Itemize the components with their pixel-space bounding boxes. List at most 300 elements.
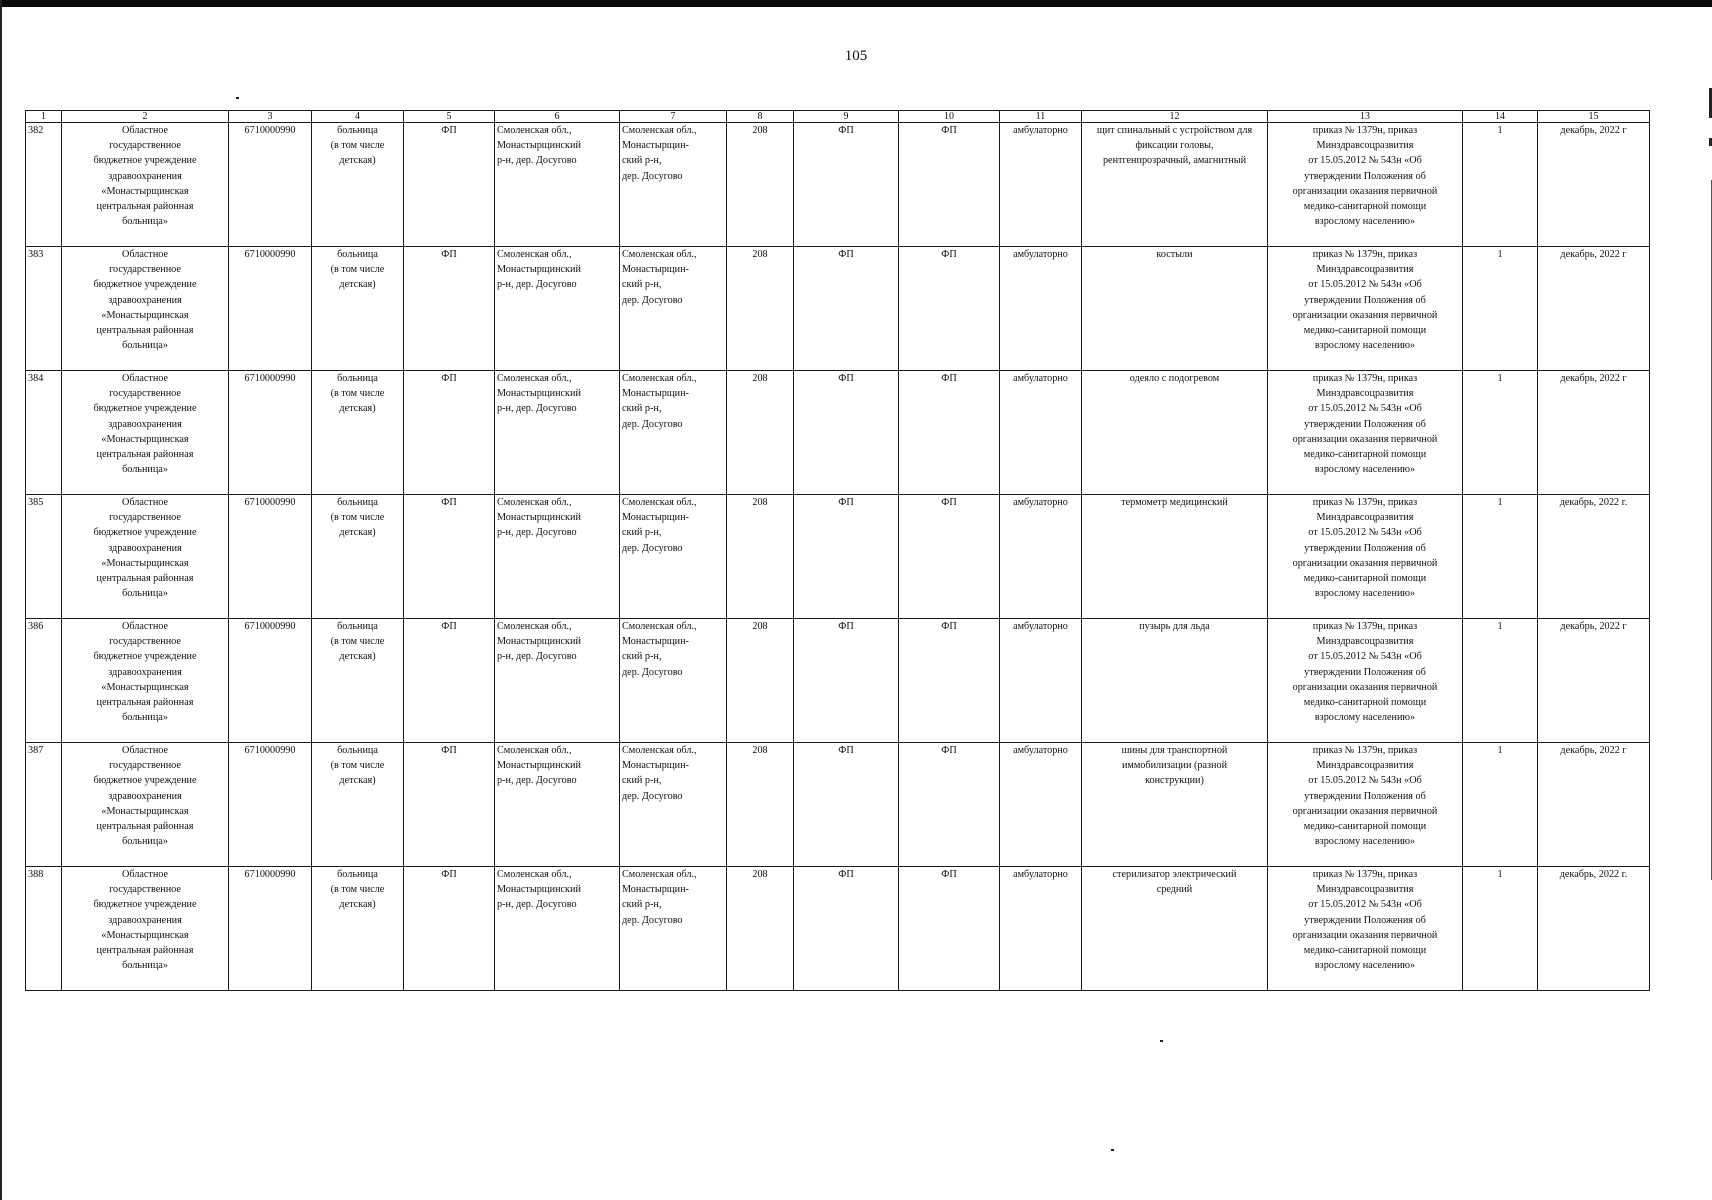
organization-line: здравоохранения xyxy=(108,294,182,306)
scan-left-edge xyxy=(0,0,2,1200)
facility-type-line: больница xyxy=(337,869,378,880)
legal-basis-line: медико-санитарной помощи xyxy=(1303,697,1427,709)
location-line: Смоленская обл., xyxy=(622,745,697,756)
table-row xyxy=(26,123,1650,247)
table-row xyxy=(26,495,1650,619)
organization-line: больница» xyxy=(122,216,168,228)
quantity-cell: 1 xyxy=(1463,743,1538,867)
column-9-cell: ФП xyxy=(794,495,899,619)
legal-basis-line: медико-санитарной помощи xyxy=(1303,821,1427,833)
legal-basis-line: организации оказания первичной xyxy=(1292,309,1438,321)
legal-basis-line: Минздравсоцразвития xyxy=(1316,884,1414,896)
address-cell xyxy=(495,247,620,371)
legal-basis-line: приказ № 1379н, приказ xyxy=(1312,621,1418,632)
location-line: Смоленская обл., xyxy=(622,249,697,260)
legal-basis-cell xyxy=(1268,867,1463,991)
organization-line: центральная районная xyxy=(96,325,194,337)
equipment-name-line: щит спинальный с устройством для xyxy=(1096,125,1253,136)
location-cell xyxy=(620,867,727,991)
location-cell xyxy=(620,495,727,619)
legal-basis-line: от 15.05.2012 № 543н «Об xyxy=(1308,155,1422,167)
legal-basis-line: медико-санитарной помощи xyxy=(1303,325,1427,337)
location-cell xyxy=(620,247,727,371)
location-cell xyxy=(620,123,727,247)
column-9-cell: ФП xyxy=(794,619,899,743)
location-line: Смоленская обл., xyxy=(622,621,697,632)
location-line: Монастырщин- xyxy=(622,264,689,276)
address-line: Монастырщинский xyxy=(497,884,581,896)
column-9-cell: ФП xyxy=(794,123,899,247)
legal-basis-line: медико-санитарной помощи xyxy=(1303,201,1427,213)
organization-line: центральная районная xyxy=(96,573,194,585)
organization-line: центральная районная xyxy=(96,201,194,213)
row-number-cell: 387 xyxy=(26,743,62,867)
row-number-cell: 384 xyxy=(26,371,62,495)
delivery-date-cell: декабрь, 2022 г xyxy=(1538,123,1650,247)
organization-line: «Монастырщинская xyxy=(101,681,189,693)
unit-type-cell: ФП xyxy=(404,867,495,991)
location-line: дер. Досугово xyxy=(622,170,683,182)
care-mode-cell: амбулаторно xyxy=(1000,123,1082,247)
delivery-date-cell: декабрь, 2022 г xyxy=(1538,247,1650,371)
address-line: Монастырщинский xyxy=(497,140,581,152)
delivery-date-cell: декабрь, 2022 г xyxy=(1538,743,1650,867)
column-10-cell: ФП xyxy=(899,867,1000,991)
legal-basis-cell xyxy=(1268,123,1463,247)
location-line: ский р-н, xyxy=(622,651,662,663)
organization-line: Областное xyxy=(121,249,169,260)
column-number-5: 5 xyxy=(404,111,495,123)
legal-basis-line: утверждении Положения об xyxy=(1304,914,1426,926)
equipment-name-line: фиксации головы, xyxy=(1135,140,1214,152)
equipment-name-cell xyxy=(1082,495,1268,619)
legal-basis-line: от 15.05.2012 № 543н «Об xyxy=(1308,403,1422,415)
organization-cell xyxy=(62,495,229,619)
address-line: р-н, дер. Досугово xyxy=(497,899,577,911)
delivery-date-cell: декабрь, 2022 г xyxy=(1538,619,1650,743)
facility-type-line: детская) xyxy=(339,899,376,911)
location-line: дер. Досугово xyxy=(622,666,683,678)
legal-basis-line: приказ № 1379н, приказ xyxy=(1312,249,1418,260)
care-mode-cell: амбулаторно xyxy=(1000,743,1082,867)
column-number-13: 13 xyxy=(1268,111,1463,123)
inn-code-cell: 6710000990 xyxy=(229,371,312,495)
legal-basis-cell xyxy=(1268,619,1463,743)
address-line: Монастырщинский xyxy=(497,512,581,524)
address-line: р-н, дер. Досугово xyxy=(497,651,577,663)
legal-basis-line: от 15.05.2012 № 543н «Об xyxy=(1308,279,1422,291)
organization-line: больница» xyxy=(122,588,168,600)
address-line: Смоленская обл., xyxy=(497,373,572,384)
organization-line: бюджетное учреждение xyxy=(93,155,197,167)
legal-basis-line: организации оказания первичной xyxy=(1292,557,1438,569)
organization-cell xyxy=(62,743,229,867)
location-line: ский р-н, xyxy=(622,527,662,539)
location-line: Смоленская обл., xyxy=(622,125,697,136)
quantity-cell: 1 xyxy=(1463,371,1538,495)
column-number-1: 1 xyxy=(26,111,62,123)
equipment-name-cell xyxy=(1082,123,1268,247)
table-row xyxy=(26,371,1650,495)
row-number-cell: 383 xyxy=(26,247,62,371)
scan-speck xyxy=(1160,1040,1163,1042)
organization-cell xyxy=(62,867,229,991)
legal-basis-line: взрослому населению» xyxy=(1314,960,1416,972)
row-number-cell: 388 xyxy=(26,867,62,991)
column-9-cell: ФП xyxy=(794,867,899,991)
organization-line: бюджетное учреждение xyxy=(93,279,197,291)
scan-top-border xyxy=(0,0,1712,7)
inn-code-cell: 6710000990 xyxy=(229,247,312,371)
organization-line: государственное xyxy=(109,636,181,648)
legal-basis-line: организации оказания первичной xyxy=(1292,929,1438,941)
settlement-code-cell: 208 xyxy=(727,619,794,743)
legal-basis-line: взрослому населению» xyxy=(1314,464,1416,476)
equipment-name-line: иммобилизации (разной xyxy=(1121,760,1228,772)
organization-line: государственное xyxy=(109,388,181,400)
delivery-date-cell: декабрь, 2022 г. xyxy=(1538,495,1650,619)
address-cell xyxy=(495,495,620,619)
legal-basis-line: медико-санитарной помощи xyxy=(1303,945,1427,957)
address-cell xyxy=(495,619,620,743)
organization-line: бюджетное учреждение xyxy=(93,899,197,911)
organization-line: больница» xyxy=(122,960,168,972)
legal-basis-line: Минздравсоцразвития xyxy=(1316,760,1414,772)
location-line: дер. Досугово xyxy=(622,790,683,802)
location-cell xyxy=(620,743,727,867)
organization-line: Областное xyxy=(121,621,169,632)
address-line: Смоленская обл., xyxy=(497,869,572,880)
organization-line: бюджетное учреждение xyxy=(93,775,197,787)
legal-basis-line: утверждении Положения об xyxy=(1304,294,1426,306)
organization-line: «Монастырщинская xyxy=(101,309,189,321)
table-row xyxy=(26,867,1650,991)
facility-type-cell xyxy=(312,743,404,867)
legal-basis-line: от 15.05.2012 № 543н «Об xyxy=(1308,775,1422,787)
table-row xyxy=(26,619,1650,743)
legal-basis-line: медико-санитарной помощи xyxy=(1303,573,1427,585)
legal-basis-line: медико-санитарной помощи xyxy=(1303,449,1427,461)
location-line: Монастырщин- xyxy=(622,388,689,400)
facility-type-cell xyxy=(312,247,404,371)
facility-type-line: детская) xyxy=(339,279,376,291)
care-mode-cell: амбулаторно xyxy=(1000,867,1082,991)
facility-type-line: детская) xyxy=(339,775,376,787)
organization-line: «Монастырщинская xyxy=(101,185,189,197)
legal-basis-line: утверждении Положения об xyxy=(1304,542,1426,554)
legal-basis-line: утверждении Положения об xyxy=(1304,170,1426,182)
address-cell xyxy=(495,371,620,495)
settlement-code-cell: 208 xyxy=(727,371,794,495)
address-line: р-н, дер. Досугово xyxy=(497,155,577,167)
facility-type-line: больница xyxy=(337,125,378,136)
column-number-11: 11 xyxy=(1000,111,1082,123)
facility-type-line: (в том числе xyxy=(330,264,385,276)
organization-line: бюджетное учреждение xyxy=(93,527,197,539)
organization-line: центральная районная xyxy=(96,945,194,957)
organization-line: «Монастырщинская xyxy=(101,433,189,445)
facility-type-line: больница xyxy=(337,621,378,632)
legal-basis-line: организации оказания первичной xyxy=(1292,805,1438,817)
row-number-cell: 382 xyxy=(26,123,62,247)
table-row xyxy=(26,743,1650,867)
organization-line: здравоохранения xyxy=(108,542,182,554)
quantity-cell: 1 xyxy=(1463,619,1538,743)
inn-code-cell: 6710000990 xyxy=(229,743,312,867)
location-line: ский р-н, xyxy=(622,775,662,787)
inn-code-cell: 6710000990 xyxy=(229,123,312,247)
facility-type-line: (в том числе xyxy=(330,884,385,896)
location-line: дер. Досугово xyxy=(622,542,683,554)
column-number-7: 7 xyxy=(620,111,727,123)
legal-basis-line: утверждении Положения об xyxy=(1304,666,1426,678)
equipment-register-table xyxy=(25,110,1650,991)
organization-line: бюджетное учреждение xyxy=(93,403,197,415)
legal-basis-line: от 15.05.2012 № 543н «Об xyxy=(1308,899,1422,911)
organization-cell xyxy=(62,247,229,371)
facility-type-line: (в том числе xyxy=(330,140,385,152)
legal-basis-line: приказ № 1379н, приказ xyxy=(1312,869,1418,880)
equipment-name-cell xyxy=(1082,371,1268,495)
settlement-code-cell: 208 xyxy=(727,247,794,371)
column-9-cell: ФП xyxy=(794,371,899,495)
row-number-cell: 385 xyxy=(26,495,62,619)
address-line: р-н, дер. Досугово xyxy=(497,279,577,291)
table-body xyxy=(26,123,1650,991)
location-cell xyxy=(620,619,727,743)
organization-line: здравоохранения xyxy=(108,170,182,182)
column-10-cell: ФП xyxy=(899,619,1000,743)
column-number-14: 14 xyxy=(1463,111,1538,123)
address-line: Смоленская обл., xyxy=(497,621,572,632)
care-mode-cell: амбулаторно xyxy=(1000,619,1082,743)
location-line: Монастырщин- xyxy=(622,512,689,524)
facility-type-line: больница xyxy=(337,745,378,756)
legal-basis-line: взрослому населению» xyxy=(1314,340,1416,352)
facility-type-cell xyxy=(312,371,404,495)
facility-type-line: (в том числе xyxy=(330,512,385,524)
delivery-date-cell: декабрь, 2022 г xyxy=(1538,371,1650,495)
quantity-cell: 1 xyxy=(1463,867,1538,991)
equipment-name-cell xyxy=(1082,619,1268,743)
column-9-cell: ФП xyxy=(794,743,899,867)
equipment-name-cell xyxy=(1082,867,1268,991)
column-number-4: 4 xyxy=(312,111,404,123)
care-mode-cell: амбулаторно xyxy=(1000,495,1082,619)
equipment-name-line: пузырь для льда xyxy=(1139,621,1210,632)
address-line: Смоленская обл., xyxy=(497,497,572,508)
address-line: р-н, дер. Досугово xyxy=(497,775,577,787)
column-9-cell: ФП xyxy=(794,247,899,371)
location-line: Смоленская обл., xyxy=(622,373,697,384)
facility-type-line: (в том числе xyxy=(330,760,385,772)
equipment-name-line: конструкции) xyxy=(1145,775,1204,787)
legal-basis-line: приказ № 1379н, приказ xyxy=(1312,373,1418,384)
column-10-cell: ФП xyxy=(899,371,1000,495)
legal-basis-line: организации оказания первичной xyxy=(1292,681,1438,693)
legal-basis-line: Минздравсоцразвития xyxy=(1316,264,1414,276)
organization-line: здравоохранения xyxy=(108,790,182,802)
organization-line: Областное xyxy=(121,869,169,880)
location-line: Смоленская обл., xyxy=(622,497,697,508)
scan-speck xyxy=(1111,1149,1114,1151)
legal-basis-line: утверждении Положения об xyxy=(1304,418,1426,430)
legal-basis-line: от 15.05.2012 № 543н «Об xyxy=(1308,651,1422,663)
legal-basis-line: взрослому населению» xyxy=(1314,216,1416,228)
legal-basis-cell xyxy=(1268,743,1463,867)
inn-code-cell: 6710000990 xyxy=(229,495,312,619)
location-line: Монастырщин- xyxy=(622,140,689,152)
unit-type-cell: ФП xyxy=(404,123,495,247)
column-number-15: 15 xyxy=(1538,111,1650,123)
page-number: 105 xyxy=(844,48,868,64)
facility-type-line: детская) xyxy=(339,155,376,167)
location-line: ский р-н, xyxy=(622,155,662,167)
address-cell xyxy=(495,123,620,247)
legal-basis-line: взрослому населению» xyxy=(1314,588,1416,600)
legal-basis-line: Минздравсоцразвития xyxy=(1316,140,1414,152)
facility-type-cell xyxy=(312,123,404,247)
unit-type-cell: ФП xyxy=(404,371,495,495)
address-line: Монастырщинский xyxy=(497,760,581,772)
table-row xyxy=(26,247,1650,371)
legal-basis-line: взрослому населению» xyxy=(1314,712,1416,724)
facility-type-line: детская) xyxy=(339,403,376,415)
location-line: ский р-н, xyxy=(622,279,662,291)
location-line: Монастырщин- xyxy=(622,636,689,648)
organization-line: государственное xyxy=(109,512,181,524)
equipment-name-line: одеяло с подогревом xyxy=(1129,373,1220,384)
column-10-cell: ФП xyxy=(899,247,1000,371)
facility-type-line: (в том числе xyxy=(330,636,385,648)
column-number-8: 8 xyxy=(727,111,794,123)
address-line: Монастырщинский xyxy=(497,636,581,648)
facility-type-line: (в том числе xyxy=(330,388,385,400)
organization-line: «Монастырщинская xyxy=(101,557,189,569)
organization-line: больница» xyxy=(122,836,168,848)
address-line: Смоленская обл., xyxy=(497,745,572,756)
settlement-code-cell: 208 xyxy=(727,743,794,867)
organization-cell xyxy=(62,371,229,495)
settlement-code-cell: 208 xyxy=(727,495,794,619)
organization-line: здравоохранения xyxy=(108,666,182,678)
location-cell xyxy=(620,371,727,495)
column-10-cell: ФП xyxy=(899,495,1000,619)
facility-type-line: детская) xyxy=(339,651,376,663)
settlement-code-cell: 208 xyxy=(727,123,794,247)
quantity-cell: 1 xyxy=(1463,123,1538,247)
column-10-cell: ФП xyxy=(899,123,1000,247)
legal-basis-line: Минздравсоцразвития xyxy=(1316,388,1414,400)
legal-basis-line: взрослому населению» xyxy=(1314,836,1416,848)
equipment-name-cell xyxy=(1082,247,1268,371)
delivery-date-cell: декабрь, 2022 г. xyxy=(1538,867,1650,991)
column-10-cell: ФП xyxy=(899,743,1000,867)
legal-basis-cell xyxy=(1268,495,1463,619)
quantity-cell: 1 xyxy=(1463,495,1538,619)
legal-basis-line: Минздравсоцразвития xyxy=(1316,636,1414,648)
column-number-10: 10 xyxy=(899,111,1000,123)
column-number-9: 9 xyxy=(794,111,899,123)
organization-line: бюджетное учреждение xyxy=(93,651,197,663)
address-line: р-н, дер. Досугово xyxy=(497,403,577,415)
facility-type-line: больница xyxy=(337,373,378,384)
unit-type-cell: ФП xyxy=(404,743,495,867)
inn-code-cell: 6710000990 xyxy=(229,867,312,991)
legal-basis-cell xyxy=(1268,247,1463,371)
location-line: дер. Досугово xyxy=(622,418,683,430)
legal-basis-line: организации оказания первичной xyxy=(1292,185,1438,197)
organization-line: Областное xyxy=(121,497,169,508)
unit-type-cell: ФП xyxy=(404,247,495,371)
location-line: дер. Досугово xyxy=(622,914,683,926)
location-line: Монастырщин- xyxy=(622,760,689,772)
organization-line: здравоохранения xyxy=(108,418,182,430)
address-line: Смоленская обл., xyxy=(497,249,572,260)
organization-line: государственное xyxy=(109,140,181,152)
legal-basis-line: приказ № 1379н, приказ xyxy=(1312,125,1418,136)
equipment-name-line: стерилизатор электрический xyxy=(1112,869,1237,880)
facility-type-cell xyxy=(312,867,404,991)
legal-basis-line: организации оказания первичной xyxy=(1292,433,1438,445)
organization-line: больница» xyxy=(122,340,168,352)
legal-basis-line: Минздравсоцразвития xyxy=(1316,512,1414,524)
scan-speck xyxy=(236,97,239,99)
address-cell xyxy=(495,743,620,867)
facility-type-line: больница xyxy=(337,249,378,260)
location-line: Монастырщин- xyxy=(622,884,689,896)
care-mode-cell: амбулаторно xyxy=(1000,247,1082,371)
settlement-code-cell: 208 xyxy=(727,867,794,991)
row-number-cell: 386 xyxy=(26,619,62,743)
organization-cell xyxy=(62,619,229,743)
organization-line: Областное xyxy=(121,125,169,136)
equipment-name-line: термометр медицинский xyxy=(1121,497,1228,508)
location-line: ский р-н, xyxy=(622,899,662,911)
location-line: дер. Досугово xyxy=(622,294,683,306)
organization-line: государственное xyxy=(109,264,181,276)
organization-line: государственное xyxy=(109,884,181,896)
address-cell xyxy=(495,867,620,991)
legal-basis-line: приказ № 1379н, приказ xyxy=(1312,497,1418,508)
organization-line: больница» xyxy=(122,712,168,724)
care-mode-cell: амбулаторно xyxy=(1000,371,1082,495)
column-number-row xyxy=(26,111,1650,123)
organization-line: «Монастырщинская xyxy=(101,929,189,941)
equipment-name-line: средний xyxy=(1156,884,1193,896)
address-line: р-н, дер. Досугово xyxy=(497,527,577,539)
legal-basis-cell xyxy=(1268,371,1463,495)
organization-line: центральная районная xyxy=(96,449,194,461)
facility-type-line: больница xyxy=(337,497,378,508)
column-number-12: 12 xyxy=(1082,111,1268,123)
organization-line: «Монастырщинская xyxy=(101,805,189,817)
unit-type-cell: ФП xyxy=(404,619,495,743)
quantity-cell: 1 xyxy=(1463,247,1538,371)
address-line: Смоленская обл., xyxy=(497,125,572,136)
organization-line: здравоохранения xyxy=(108,914,182,926)
address-line: Монастырщинский xyxy=(497,388,581,400)
organization-line: центральная районная xyxy=(96,697,194,709)
column-number-6: 6 xyxy=(495,111,620,123)
legal-basis-line: приказ № 1379н, приказ xyxy=(1312,745,1418,756)
organization-line: Областное xyxy=(121,373,169,384)
column-number-3: 3 xyxy=(229,111,312,123)
inn-code-cell: 6710000990 xyxy=(229,619,312,743)
facility-type-cell xyxy=(312,619,404,743)
equipment-name-line: костыли xyxy=(1156,249,1193,260)
column-number-2: 2 xyxy=(62,111,229,123)
